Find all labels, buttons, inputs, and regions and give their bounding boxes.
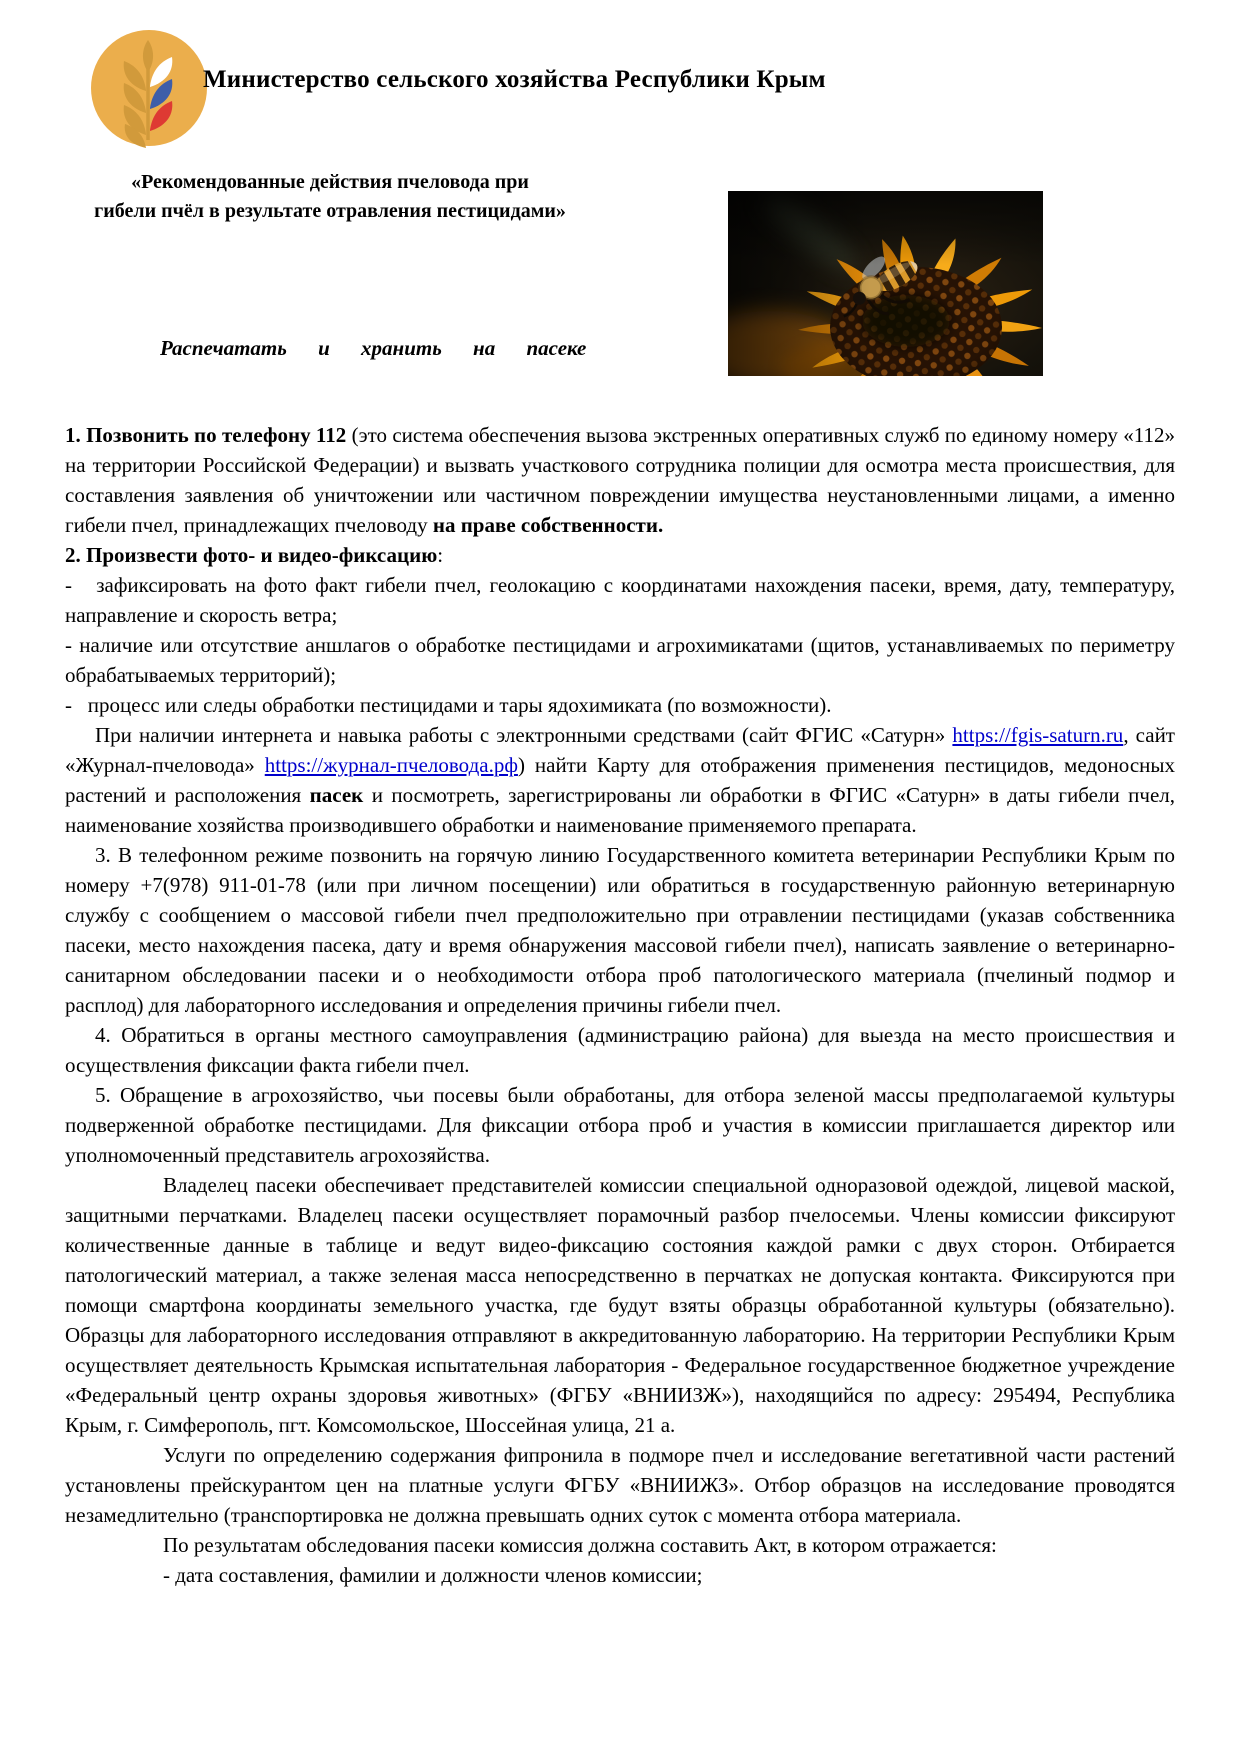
paragraph: [65, 1440, 1175, 1530]
text-run: на праве собственности.: [432, 513, 664, 537]
paragraph: [65, 1170, 1175, 1440]
fgis-saturn-link[interactable]: https://fgis-saturn.ru: [952, 723, 1124, 747]
text-run: - дата составления, фамилии и должности членов комиссии;: [163, 1563, 703, 1587]
paragraph: [65, 420, 1175, 540]
paragraph: [65, 630, 1175, 690]
paragraph: [65, 570, 1175, 630]
document-title-line1: «Рекомендованные действия пчеловода при: [131, 171, 529, 193]
bee-sunflower-photo: [728, 191, 1043, 376]
text-run: 2. Произвести фото- и видео-фиксацию: [65, 543, 438, 567]
document-title: [60, 168, 600, 226]
text-run: и посмотреть, зарегистрированы ли обработки в ФГИС «Сатурн» в даты гибели пчел, наименование хозяйства производившего обработки и наименование применяемого препарата.: [65, 783, 1175, 837]
text-run: 5. Обращение в агрохозяйство, чьи посевы были обработаны, для отбора зеленой массы предполагаемой культуры подверженной обработке пестицидами. Для фиксации отбора проб и участия в комиссии приглашается директор или уполномоченный представитель агрохозяйства.: [65, 1083, 1175, 1167]
wheat-emblem-icon: [89, 28, 209, 148]
text-run: - зафиксировать на фото факт гибели пчел, геолокацию с координатами нахождения пасеки, время, дату, температуру, направление и скорость ветра;: [65, 573, 1175, 627]
text-run: - процесс или следы обработки пестицидами и тары ядохимиката (по возможности).: [65, 693, 832, 717]
text-run: Услуги по определению содержания фипронила в подморе пчел и исследование вегетативной части растений установлены прейскурантом цен на платные услуги ФГБУ «ВНИИЖЗ». Отбор образцов на исследование проводятся незамедлительно (транспортировка не должна превышать одних суток с момента отбора материала.: [65, 1443, 1175, 1527]
text-run: 3. В телефонном режиме позвонить на горячую линию Государственного комитета ветеринарии Республики Крым по номеру +7(978) 911-01-78 (или при личном посещении) или обратиться в государственную районную ветеринарную службу с сообщением о массовой гибели пчел предположительно при отравлении пестицидами (указав собственника пасеки, место нахождения пасека, дату и время обнаружения массовой гибели пчел), написать заявление о ветеринарно-санитарном обследовании пасеки и о необходимости отбора проб патологического материала (пчелиный подмор и расплод) для лабораторного исследования и определения причины гибели пчел.: [65, 843, 1175, 1017]
ministry-title: Министерство сельского хозяйства Республики Крым: [203, 66, 826, 93]
text-run: - наличие или отсутствие аншлагов о обработке пестицидами и агрохимикатами (щитов, устанавливаемых по периметру обрабатываемых территорий);: [65, 633, 1175, 687]
print-and-keep-note: Распечатать и хранить на пасеке: [160, 336, 587, 360]
body-paragraphs: [65, 420, 1175, 1590]
paragraph: [65, 1020, 1175, 1080]
text-run: (это система обеспечения вызова экстренных оперативных служб по единому номеру «112» на территории Российской Федерации) и вызвать участкового сотрудника полиции для осмотра места происшествия, для составления заявления об уничтожении или частичном повреждении имущества неустановленными лицами, а именно гибели пчел, принадлежащих пчеловоду: [65, 423, 1175, 537]
text-run: По результатам обследования пасеки комиссия должна составить Акт, в котором отражается:: [163, 1533, 997, 1557]
text-run: Владелец пасеки обеспечивает представителей комиссии специальной одноразовой одеждой, лицевой маской, защитными перчатками. Владелец пасеки осуществляет порамочный разбор пчелосемьи. Члены комиссии фиксируют количественные данные в таблице и ведут видео-фиксацию состояния каждой рамки с двух сторон. Отбирается патологический материал, а также зеленая масса непосредственно в перчатках не допуская контакта. Фиксируются при помощи смартфона координаты земельного участка, где будут взяты образцы обработанной культуры (обязательно). Образцы для лабораторного исследования отправляют в аккредитованную лабораторию. На территории Республики Крым осуществляет деятельность Крымская испытательная лаборатория - Федеральное государственное бюджетное учреждение «Федеральный центр охраны здоровья животных» (ФГБУ «ВНИИЗЖ»), находящийся по адресу: 295494, Республика Крым, г. Симферополь, пгт. Комсомольское, Шоссейная улица, 21 а.: [65, 1173, 1175, 1437]
paragraph: [65, 720, 1175, 840]
ministry-logo: [89, 28, 209, 148]
document-title-line2: гибели пчёл в результате отравления пестицидами»: [94, 200, 566, 222]
text-run: 4. Обратиться в органы местного самоуправления (администрацию района) для выезда на место происшествия и осуществления фиксации факта гибели пчел.: [65, 1023, 1175, 1077]
text-run: , сайт «Журнал-пчеловода»: [65, 723, 1175, 777]
paragraph: [65, 540, 1175, 570]
paragraph: [65, 1560, 1175, 1590]
paragraph: [65, 1530, 1175, 1560]
text-run: пасек: [309, 783, 364, 807]
text-run: ) найти Карту для отображения применения пестицидов, медоносных растений и расположения: [65, 753, 1175, 807]
paragraph: [65, 1080, 1175, 1170]
beekeeper-journal-link[interactable]: https://журнал-пчеловода.рф: [264, 753, 518, 777]
text-run: При наличии интернета и навыка работы с электронными средствами (сайт ФГИС «Сатурн»: [95, 723, 953, 747]
paragraph: [65, 690, 1175, 720]
text-run: 1. Позвонить по телефону 112: [65, 423, 352, 447]
text-run: :: [437, 543, 444, 567]
paragraph: [65, 840, 1175, 1020]
